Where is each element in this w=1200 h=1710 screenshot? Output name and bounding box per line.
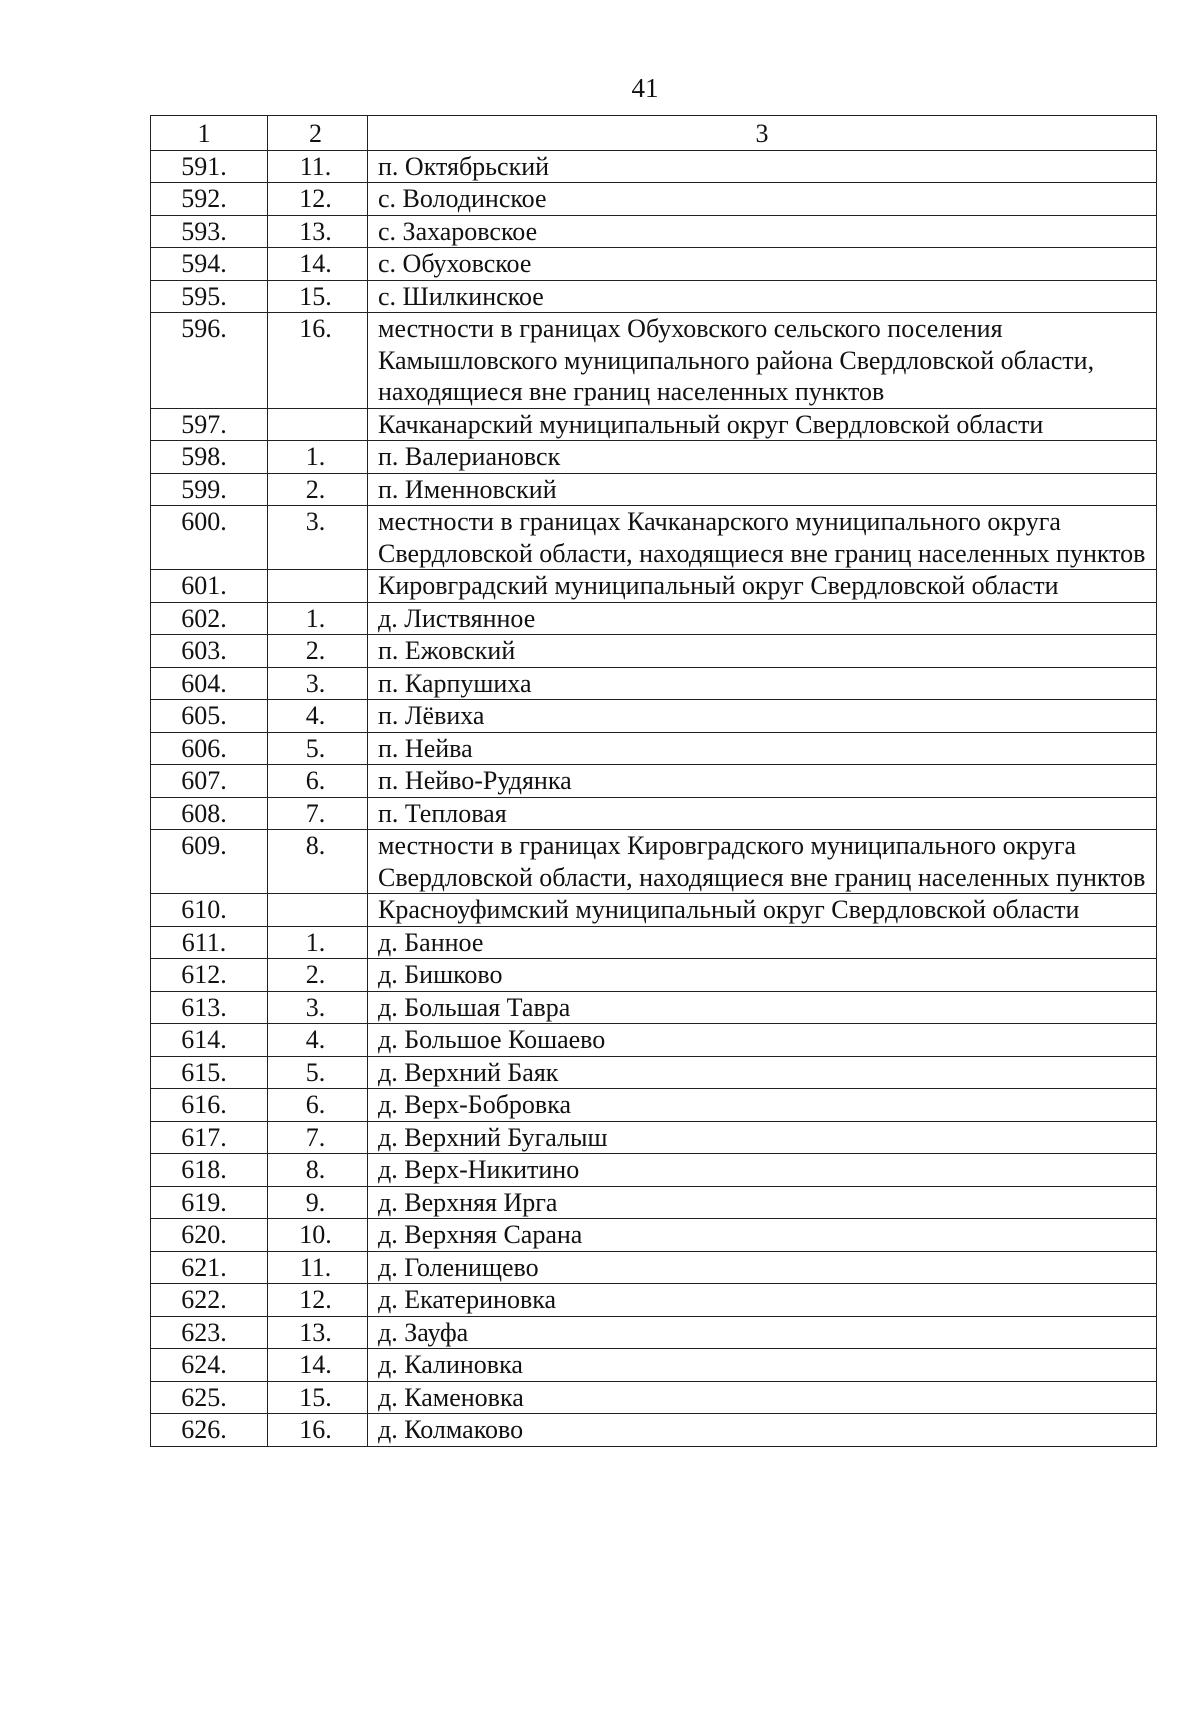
sub-number-cell: 14.: [268, 1349, 368, 1382]
row-number-cell: 605.: [151, 700, 268, 733]
row-number-cell: 595.: [151, 280, 268, 313]
sub-number-cell: 5.: [268, 1056, 368, 1089]
table-row: [151, 1284, 1157, 1317]
row-number-cell: 616.: [151, 1089, 268, 1122]
table-row: [151, 1251, 1157, 1284]
table-row: [151, 797, 1157, 830]
settlement-name-cell: п. Карпушиха: [368, 667, 1157, 700]
sub-number-cell: 3.: [268, 991, 368, 1024]
table-row: [151, 1316, 1157, 1349]
sub-number-cell: 16.: [268, 1414, 368, 1447]
sub-number-cell: 1.: [268, 926, 368, 959]
settlement-name-cell: д. Голенищево: [368, 1251, 1157, 1284]
sub-number-cell: 8.: [268, 1154, 368, 1187]
page-number: 41: [631, 73, 659, 103]
row-number-cell: 611.: [151, 926, 268, 959]
row-number-cell: 625.: [151, 1381, 268, 1414]
table-row: [151, 215, 1157, 248]
sub-number-cell: 14.: [268, 248, 368, 281]
table-row: [151, 732, 1157, 765]
settlement-name-cell: д. Листвянное: [368, 602, 1157, 635]
column-header-3: 3: [368, 116, 1157, 151]
sub-number-cell: 6.: [268, 1089, 368, 1122]
settlement-name-cell: п. Валериановск: [368, 441, 1157, 474]
table-row: [151, 926, 1157, 959]
row-number-cell: 597.: [151, 408, 268, 441]
column-header-2: 2: [268, 116, 368, 151]
table-row: [151, 506, 1157, 570]
table-row: [151, 473, 1157, 506]
row-number-cell: 624.: [151, 1349, 268, 1382]
row-number-cell: 618.: [151, 1154, 268, 1187]
settlement-name-cell: д. Зауфа: [368, 1316, 1157, 1349]
sub-number-cell: 3.: [268, 667, 368, 700]
row-number-cell: 596.: [151, 313, 268, 409]
row-number-cell: 608.: [151, 797, 268, 830]
table-row: [151, 959, 1157, 992]
row-number-cell: 591.: [151, 150, 268, 183]
settlement-name-cell: д. Верхний Бугалыш: [368, 1121, 1157, 1154]
row-number-cell: 592.: [151, 183, 268, 216]
settlement-name-cell: п. Тепловая: [368, 797, 1157, 830]
row-number-cell: 613.: [151, 991, 268, 1024]
table-row: [151, 894, 1157, 927]
sub-number-cell: 16.: [268, 313, 368, 409]
table-row: [151, 830, 1157, 894]
table-row: [151, 1219, 1157, 1252]
row-number-cell: 626.: [151, 1414, 268, 1447]
table-row: [151, 570, 1157, 603]
table-row: [151, 183, 1157, 216]
sub-number-cell: 4.: [268, 700, 368, 733]
sub-number-cell: 7.: [268, 1121, 368, 1154]
settlement-name-cell: д. Калиновка: [368, 1349, 1157, 1382]
sub-number-cell: 3.: [268, 506, 368, 570]
table-row: [151, 313, 1157, 409]
row-number-cell: 594.: [151, 248, 268, 281]
settlement-name-cell: с. Захаровское: [368, 215, 1157, 248]
row-number-cell: 622.: [151, 1284, 268, 1317]
table-row: [151, 700, 1157, 733]
table-row: [151, 248, 1157, 281]
row-number-cell: 623.: [151, 1316, 268, 1349]
settlement-name-cell: Красноуфимский муниципальный округ Свердловской области: [368, 894, 1157, 927]
settlement-name-cell: местности в границах Кировградского муниципального округа Свердловской области, находящиеся вне границ населенных пунктов: [368, 830, 1157, 894]
settlement-name-cell: д. Банное: [368, 926, 1157, 959]
row-number-cell: 612.: [151, 959, 268, 992]
sub-number-cell: 11.: [268, 1251, 368, 1284]
sub-number-cell: 2.: [268, 635, 368, 668]
settlement-name-cell: д. Бишково: [368, 959, 1157, 992]
table-row: [151, 1186, 1157, 1219]
row-number-cell: 610.: [151, 894, 268, 927]
settlement-name-cell: п. Ежовский: [368, 635, 1157, 668]
sub-number-cell: 5.: [268, 732, 368, 765]
table-body: [151, 116, 1157, 1447]
table-row: [151, 1024, 1157, 1057]
table-row: [151, 150, 1157, 183]
sub-number-cell: 2.: [268, 473, 368, 506]
sub-number-cell: 13.: [268, 1316, 368, 1349]
settlement-name-cell: д. Верхний Баяк: [368, 1056, 1157, 1089]
table-row: [151, 1121, 1157, 1154]
settlement-name-cell: с. Шилкинское: [368, 280, 1157, 313]
row-number-cell: 621.: [151, 1251, 268, 1284]
settlement-name-cell: Качканарский муниципальный округ Свердловской области: [368, 408, 1157, 441]
settlement-name-cell: д. Верхняя Сарана: [368, 1219, 1157, 1252]
sub-number-cell: 11.: [268, 150, 368, 183]
sub-number-cell: 12.: [268, 1284, 368, 1317]
settlement-name-cell: п. Нейва: [368, 732, 1157, 765]
row-number-cell: 614.: [151, 1024, 268, 1057]
sub-number-cell: 8.: [268, 830, 368, 894]
table-row: [151, 667, 1157, 700]
table-row: [151, 1414, 1157, 1447]
sub-number-cell: 12.: [268, 183, 368, 216]
sub-number-cell: 1.: [268, 602, 368, 635]
table-row: [151, 1154, 1157, 1187]
settlement-name-cell: д. Екатериновка: [368, 1284, 1157, 1317]
table-row: [151, 765, 1157, 798]
row-number-cell: 603.: [151, 635, 268, 668]
settlement-name-cell: Кировградский муниципальный округ Свердловской области: [368, 570, 1157, 603]
settlement-name-cell: п. Лёвиха: [368, 700, 1157, 733]
table-row: [151, 1349, 1157, 1382]
table-row: [151, 635, 1157, 668]
row-number-cell: 598.: [151, 441, 268, 474]
sub-number-cell: [268, 570, 368, 603]
table-row: [151, 1056, 1157, 1089]
row-number-cell: 609.: [151, 830, 268, 894]
sub-number-cell: 1.: [268, 441, 368, 474]
sub-number-cell: 4.: [268, 1024, 368, 1057]
row-number-cell: 593.: [151, 215, 268, 248]
settlement-name-cell: п. Октябрьский: [368, 150, 1157, 183]
row-number-cell: 606.: [151, 732, 268, 765]
settlement-name-cell: д. Верх-Бобровка: [368, 1089, 1157, 1122]
table-row: [151, 991, 1157, 1024]
row-number-cell: 599.: [151, 473, 268, 506]
sub-number-cell: 15.: [268, 280, 368, 313]
settlement-name-cell: с. Обуховское: [368, 248, 1157, 281]
settlement-name-cell: с. Володинское: [368, 183, 1157, 216]
row-number-cell: 601.: [151, 570, 268, 603]
settlement-name-cell: местности в границах Обуховского сельского поселения Камышловского муниципального района Свердловской области, находящиеся вне границ населенных пунктов: [368, 313, 1157, 409]
settlement-name-cell: п. Нейво-Рудянка: [368, 765, 1157, 798]
sub-number-cell: 10.: [268, 1219, 368, 1252]
row-number-cell: 615.: [151, 1056, 268, 1089]
row-number-cell: 604.: [151, 667, 268, 700]
sub-number-cell: 9.: [268, 1186, 368, 1219]
settlement-name-cell: д. Большая Тавра: [368, 991, 1157, 1024]
table-header-row: [151, 116, 1157, 151]
row-number-cell: 600.: [151, 506, 268, 570]
table-row: [151, 408, 1157, 441]
settlement-name-cell: д. Большое Кошаево: [368, 1024, 1157, 1057]
sub-number-cell: 7.: [268, 797, 368, 830]
sub-number-cell: 13.: [268, 215, 368, 248]
sub-number-cell: 6.: [268, 765, 368, 798]
row-number-cell: 617.: [151, 1121, 268, 1154]
column-header-1: 1: [151, 116, 268, 151]
settlement-name-cell: д. Верх-Никитино: [368, 1154, 1157, 1187]
settlement-name-cell: д. Верхняя Ирга: [368, 1186, 1157, 1219]
settlement-name-cell: п. Именновский: [368, 473, 1157, 506]
settlement-name-cell: д. Каменовка: [368, 1381, 1157, 1414]
table-row: [151, 602, 1157, 635]
settlement-name-cell: местности в границах Качканарского муниципального округа Свердловской области, находящиеся вне границ населенных пунктов: [368, 506, 1157, 570]
row-number-cell: 620.: [151, 1219, 268, 1252]
row-number-cell: 602.: [151, 602, 268, 635]
settlement-name-cell: д. Колмаково: [368, 1414, 1157, 1447]
row-number-cell: 607.: [151, 765, 268, 798]
table-row: [151, 280, 1157, 313]
settlements-table: [150, 115, 1157, 1447]
table-row: [151, 1089, 1157, 1122]
sub-number-cell: 15.: [268, 1381, 368, 1414]
sub-number-cell: 2.: [268, 959, 368, 992]
table-row: [151, 1381, 1157, 1414]
table-row: [151, 441, 1157, 474]
row-number-cell: 619.: [151, 1186, 268, 1219]
sub-number-cell: [268, 894, 368, 927]
sub-number-cell: [268, 408, 368, 441]
